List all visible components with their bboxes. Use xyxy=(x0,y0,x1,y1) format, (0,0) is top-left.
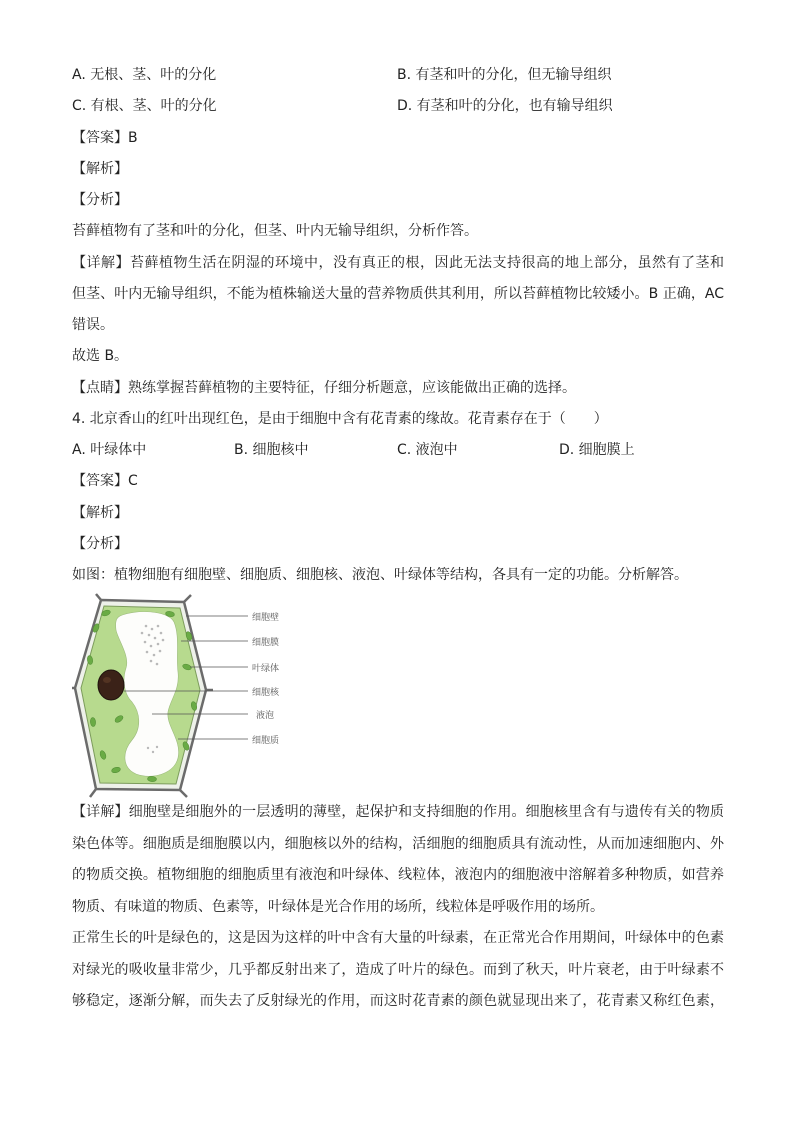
q3-xiangjie-line: 【详解】苔藓植物生活在阴湿的环境中，没有真正的根，因此无法支持很高的地上部分，虽然有了茎和 xyxy=(72,254,724,271)
label-cytoplasm: 细胞质 xyxy=(252,736,280,746)
label-nucleus: 细胞核 xyxy=(252,688,280,698)
label-chloroplast: 叶绿体 xyxy=(252,664,280,674)
vacuole-particle xyxy=(147,747,149,749)
q3-xiangjie-line: 但茎、叶内无输导组织，不能为植株输送大量的营养物质供其利用，所以苔藓植物比较矮小。B 正确，AC xyxy=(72,285,724,302)
vacuole-particle xyxy=(159,650,162,653)
vacuole-particle xyxy=(150,660,153,663)
vacuole-particle xyxy=(156,663,159,666)
q4-option-d: D. 细胞膜上 xyxy=(559,442,635,458)
q3-dianjing: 【点睛】熟练掌握苔藓植物的主要特征，仔细分析题意，应该能做出正确的选择。 xyxy=(72,379,576,396)
q3-option-a: A. 无根、茎、叶的分化 xyxy=(72,67,217,83)
q3-answer: 【答案】B xyxy=(72,129,138,146)
q3-fenxi-text: 苔藓植物有了茎和叶的分化，但茎、叶内无输导组织，分析作答。 xyxy=(72,223,478,240)
q4-options-row xyxy=(72,435,724,466)
label-vacuole: 液泡 xyxy=(256,711,275,721)
plant-cell-diagram xyxy=(72,593,312,799)
q4-xiangjie-line: 的物质交换。植物细胞的细胞质里有液泡和叶绿体、线粒体，液泡内的细胞液中溶解着多种物质，如营养 xyxy=(72,867,724,883)
question-4-detail xyxy=(72,797,724,1018)
wall-extension xyxy=(180,790,187,797)
vacuole-particle xyxy=(153,654,156,657)
q3-conclusion: 故选 B。 xyxy=(72,348,129,365)
nucleus-highlight xyxy=(103,677,111,683)
vacuole-particle xyxy=(144,641,147,644)
q4-answer: 【答案】C xyxy=(72,473,138,490)
vacuole-particle xyxy=(152,751,154,753)
q3-jiexi-heading: 【解析】 xyxy=(72,160,128,177)
q3-options-row-1 xyxy=(72,60,724,91)
vacuole-particle xyxy=(156,746,158,748)
q3-fenxi-heading: 【分析】 xyxy=(72,192,128,208)
q4-xiangjie-line: 正常生长的叶是绿色的，这是因为这样的叶中含有大量的叶绿素，在正常光合作用期间，叶绿体中的色素 xyxy=(72,930,724,946)
q4-xiangjie-line: 对绿光的吸收量非常少，几乎都反射出来了，造成了叶片的绿色。而到了秋天，叶片衰老，由于叶绿素不 xyxy=(72,961,724,978)
nucleus xyxy=(98,670,124,700)
q4-xiangjie-line: 染色体等。细胞质是细胞膜以内，细胞核以外的结构，活细胞的细胞质具有流动性，从而加速细胞内、外 xyxy=(72,835,724,852)
q3-option-b: B. 有茎和叶的分化，但无输导组织 xyxy=(397,67,612,83)
vacuole-particle xyxy=(150,645,153,648)
q4-xiangjie-line: 物质、有味道的物质、色素等，叶绿体是光合作用的场所，线粒体是呼吸作用的场所。 xyxy=(72,898,604,915)
vacuole-particle xyxy=(157,643,160,646)
q4-fenxi-text: 如图：植物细胞有细胞壁、细胞质、细胞核、液泡、叶绿体等结构，各具有一定的功能。分析解答。 xyxy=(72,567,688,583)
q4-option-c: C. 液泡中 xyxy=(397,442,458,458)
q4-option-b: B. 细胞核中 xyxy=(234,442,309,458)
q4-jiexi-heading: 【解析】 xyxy=(72,504,128,521)
q3-xiangjie-line: 错误。 xyxy=(72,317,114,333)
vacuole-particle xyxy=(160,632,163,635)
q3-option-c: C. 有根、茎、叶的分化 xyxy=(72,98,217,115)
vacuole-particle xyxy=(154,637,157,640)
q3-option-d: D. 有茎和叶的分化，也有输导组织 xyxy=(397,98,613,115)
vacuole-particle xyxy=(157,625,160,628)
vacuole-particle xyxy=(146,651,149,654)
wall-extension xyxy=(184,595,191,602)
plant-cell-svg xyxy=(72,593,312,799)
vacuole-particle xyxy=(148,634,151,637)
vacuole-particle xyxy=(145,625,148,628)
label-cell-membrane: 细胞膜 xyxy=(252,638,280,648)
chloroplast xyxy=(90,717,96,726)
label-cell-wall: 细胞壁 xyxy=(252,613,280,623)
question-3-solution xyxy=(72,60,724,591)
vacuole-particle xyxy=(141,632,144,635)
q4-option-a: A. 叶绿体中 xyxy=(72,442,147,458)
q4-fenxi-heading: 【分析】 xyxy=(72,535,128,552)
chloroplast xyxy=(147,776,156,782)
vacuole-particle xyxy=(162,639,165,642)
vacuole-particle xyxy=(151,628,154,631)
q4-xiangjie-line: 够稳定，逐渐分解，而失去了反射绿光的作用，而这时花青素的颜色就显现出来了，花青素又称红色素， xyxy=(72,993,724,1009)
q3-options-row-2 xyxy=(72,91,724,122)
q4-stem: 4. 北京香山的红叶出现红色，是由于细胞中含有花青素的缘故。花青素存在于（ ） xyxy=(72,410,608,427)
q4-xiangjie-line: 【详解】细胞壁是细胞外的一层透明的薄壁，起保护和支持细胞的作用。细胞核里含有与遗传有关的物质 xyxy=(72,804,724,820)
